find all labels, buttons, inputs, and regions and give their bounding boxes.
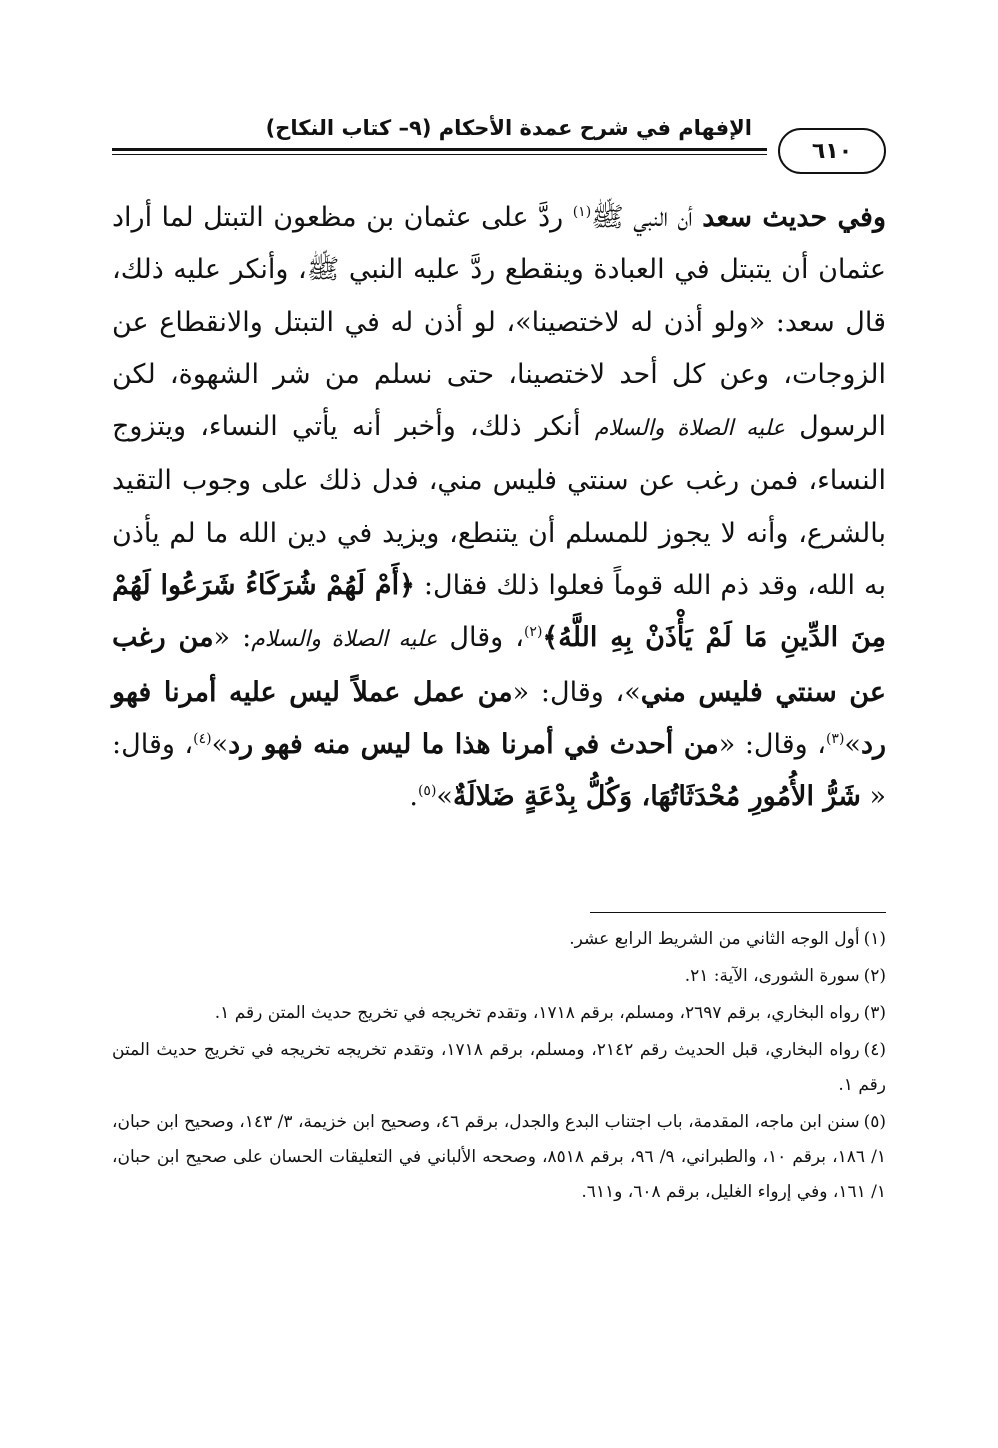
body-paragraph: [112, 192, 886, 824]
hadith-quote: من رغب عن سنتي فليس مني: [112, 622, 886, 708]
text-run: أن النبي ﷺ: [591, 202, 703, 233]
footnotes-list: [112, 922, 886, 1212]
text-run: ردَّ على عثمان بن مظعون التبتل لما أراد عثمان أن يتبتل في العبادة وينقطع ردَّ عليه النبي ﷺ، وأنكر عليه ذلك، قال سعد: «ولو أذن له لاختصينا»، لو أذن له في التبتل والانقطاع عن الزوجات، وعن كل أحد لاختصينا، حتى نسلم من شر الشهوة، لكن الرسول: [112, 202, 886, 443]
footnote-number: (٣): [863, 1003, 886, 1023]
footnote-number: (١): [863, 929, 886, 949]
text-run: ، وقال: «: [718, 728, 826, 760]
text-run: »: [844, 728, 861, 760]
quran-verse: ﴿أَمْ لَهُمْ شُرَكَاءُ شَرَعُوا لَهُمْ مِنَ الدِّينِ مَا لَمْ يَأْذَنْ بِهِ اللَّهُ﴾: [112, 570, 886, 654]
footnote-text: رواه البخاري، برقم ٢٦٩٧، ومسلم، برقم ١٧١٨، وتقدم تخريجه في تخريج حديث المتن رقم ١.: [214, 1003, 860, 1023]
text-run: : «: [213, 622, 252, 654]
honorific: عليه الصلاة والسلام: [594, 416, 786, 442]
text-run: أنكر ذلك، وأخبر أنه يأتي النساء، ويتزوج النساء، فمن رغب عن سنتي فليس مني، فدل ذلك على وجوب التقيد بالشرع، وأنه لا يجوز للمسلم أن يتنطع، ويزيد في دين الله ما لم يأذن به الله، وقد ذم الله قوماً فعلوا ذلك فقال:: [112, 411, 886, 602]
footnote-item: [112, 959, 886, 994]
page-header: [112, 112, 886, 184]
footnote-ref: (٤): [193, 730, 212, 747]
hadith-quote: من أحدث في أمرنا هذا ما ليس منه فهو رد: [228, 728, 719, 760]
footnote-item: [112, 996, 886, 1031]
honorific: عليه الصلاة والسلام: [251, 627, 438, 653]
footnote-ref: (١): [572, 204, 592, 220]
footnote-number: (٤): [863, 1040, 886, 1060]
text-run: .: [409, 781, 418, 813]
footnote-item: [112, 922, 886, 957]
lead-phrase: وفي حديث سعد: [702, 202, 886, 233]
footnote-text: رواه البخاري، قبل الحديث رقم ٢١٤٢، ومسلم، برقم ١٧١٨، وتقدم تخريجه تخريجه في تخريج حديث المتن رقم ١.: [112, 1040, 886, 1095]
footnote-number: (٥): [863, 1112, 886, 1132]
footnote-number: (٢): [863, 966, 886, 986]
footnote-separator: [590, 912, 886, 913]
footnote-item: [112, 1105, 886, 1210]
footnote-text: سورة الشورى، الآية: ٢١.: [684, 966, 860, 986]
header-rule-thin: [112, 154, 767, 155]
footnote-ref: (٣): [825, 730, 845, 747]
running-title: الإفهام في شرح عمدة الأحكام (٩– كتاب النكاح): [265, 116, 752, 140]
text-run: ، وقال: «: [112, 728, 886, 813]
footnote-ref: (٢): [523, 624, 543, 641]
text-run: »: [436, 781, 453, 813]
page-number: ٦١٠: [811, 138, 853, 164]
footnote-ref: (٥): [417, 783, 437, 800]
footnote-item: [112, 1033, 886, 1103]
text-run: ، وقال: [437, 622, 524, 654]
hadith-quote: من عمل عملاً ليس عليه أمرنا فهو رد: [112, 676, 886, 760]
header-rule-thick: [112, 148, 767, 151]
footnote-text: سنن ابن ماجه، المقدمة، باب اجتناب البدع والجدل، برقم ٤٦، وصحيح ابن خزيمة، ٣/ ١٤٣، وصحيح ابن حبان، ١/ ١٨٦، برقم ١٠، والطبراني، ٩/ ٩٦، برقم ٨٥١٨، وصححه الألباني في التعليقات الحسان على صحيح ابن حبان، ١/ ١٦١، وفي إرواء الغليل، برقم ٦٠٨، و٦١١.: [112, 1112, 886, 1202]
footnote-text: أول الوجه الثاني من الشريط الرابع عشر.: [569, 929, 860, 949]
page-number-badge: [778, 128, 886, 174]
text-run: »، وقال: «: [512, 676, 641, 708]
text-run: »: [211, 728, 229, 760]
hadith-quote: شَرُّ الأُمُورِ مُحْدَثَاتُهَا، وَكُلُّ بِدْعَةٍ ضَلالَةٌ: [452, 781, 861, 813]
